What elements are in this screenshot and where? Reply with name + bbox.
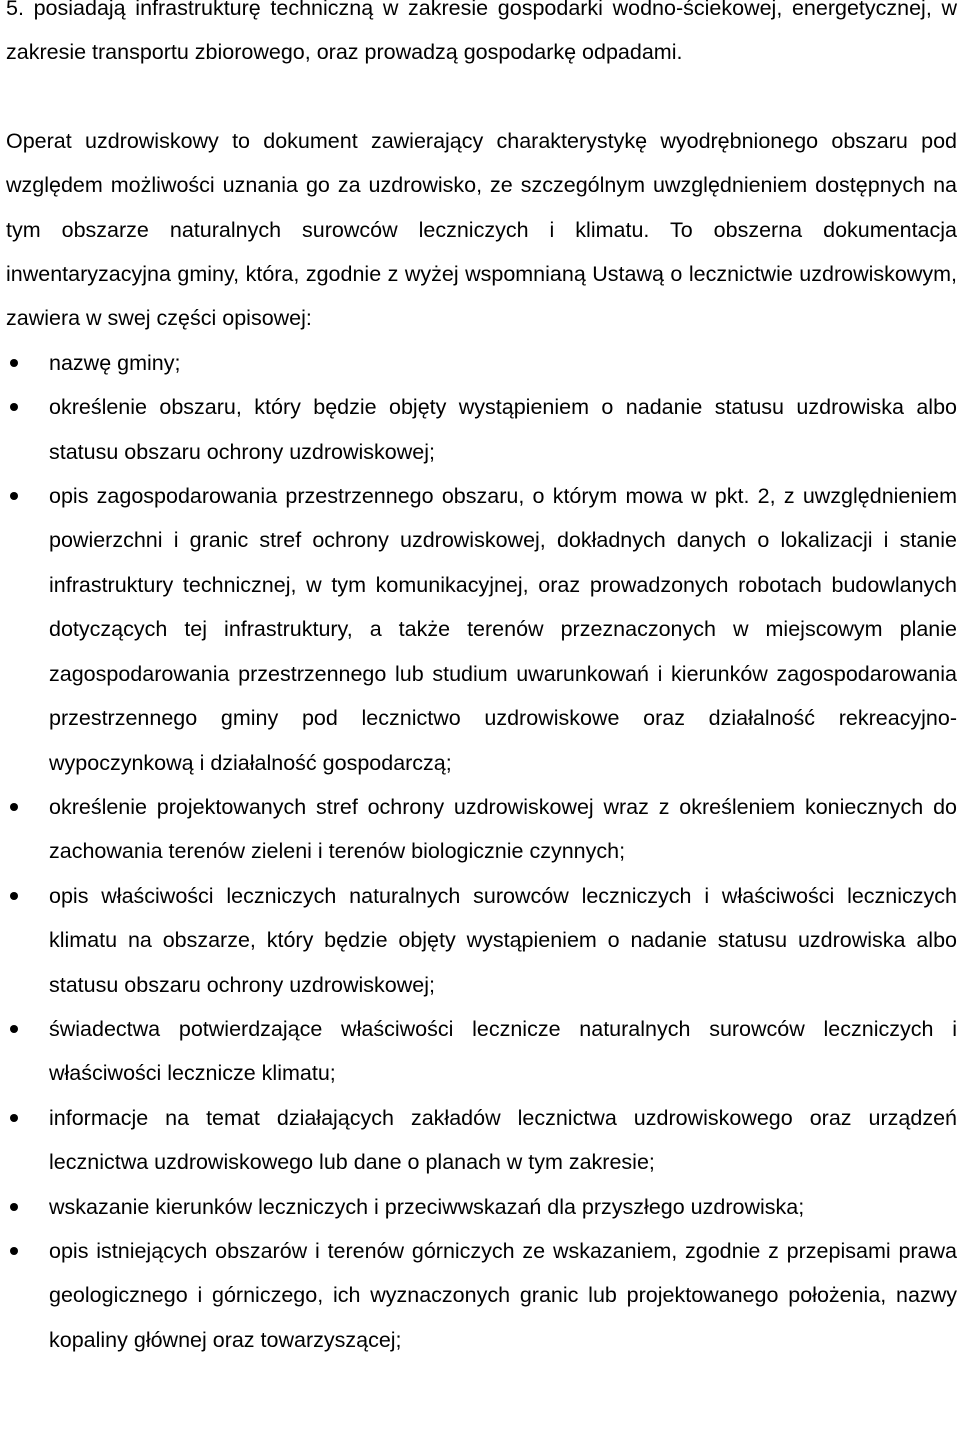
list-item (6, 341, 957, 385)
list-item (6, 874, 957, 1007)
list-item-text: nazwę gminy; (49, 350, 181, 375)
bullet-icon (10, 492, 18, 500)
list-item-text: opis istniejących obszarów i terenów górniczych ze wskazaniem, zgodnie z przepisami prawa geologicznego i górniczego, ich wyznaczonych granic lub projektowanego położenia, nazwy kopaliny głównej oraz towarzyszącej; (49, 1238, 957, 1352)
list-item (6, 1007, 957, 1096)
list-item-5: 5. posiadają infrastrukturę techniczną w zakresie gospodarki wodno-ściekowej, energetycznej, w zakresie transportu zbiorowego, oraz prowadzą gospodarkę odpadami. (6, 0, 957, 65)
list-item (6, 1096, 957, 1185)
bullet-icon (10, 1203, 18, 1211)
list-item-text: opis właściwości leczniczych naturalnych surowców leczniczych i właściwości leczniczych klimatu na obszarze, który będzie objęty wystąpieniem o nadanie statusu uzdrowiska albo statusu obszaru ochrony uzdrowiskowej; (49, 883, 957, 997)
list-item-text: opis zagospodarowania przestrzennego obszaru, o którym mowa w pkt. 2, z uwzględnieniem powierzchni i granic stref ochrony uzdrowiskowej, dokładnych danych o lokalizacji i stanie infrastruktury technicznej, w tym komunikacyjnej, oraz prowadzonych robotach budowlanych dotyczących tej infrastruktury, a także terenów przeznaczonych w miejscowym planie zagospodarowania przestrzennego lub studium uwarunkowań i kierunków zagospodarowania przestrzennego gminy pod lecznictwo uzdrowiskowe oraz działalność rekreacyjno-wypoczynkową i działalność gospodarczą; (49, 484, 957, 775)
bullet-icon (10, 403, 18, 411)
list-item (6, 1185, 957, 1229)
list-item (6, 474, 957, 785)
bullet-icon (10, 892, 18, 900)
list-item (6, 385, 957, 474)
bullet-icon (10, 1247, 18, 1255)
intro-paragraph: Operat uzdrowiskowy to dokument zawierający charakterystykę wyodrębnionego obszaru pod względem możliwości uznania go za uzdrowisko, ze szczególnym uwzględnieniem dostępnych na tym obszarze naturalnych surowców leczniczych i klimatu. To obszerna dokumentacja inwentaryzacyjna gminy, która, zgodnie z wyżej wspomnianą Ustawą o lecznictwie uzdrowiskowym, zawiera w swej części opisowej: (6, 128, 957, 331)
bullet-list (6, 341, 957, 1362)
list-item-text: określenie projektowanych stref ochrony uzdrowiskowej wraz z określeniem koniecznych do zachowania terenów zieleni i terenów biologicznie czynnych; (49, 794, 957, 864)
bullet-icon (10, 359, 18, 367)
bullet-icon (10, 1114, 18, 1122)
list-item-text: określenie obszaru, który będzie objęty wystąpieniem o nadanie statusu uzdrowiska albo statusu obszaru ochrony uzdrowiskowej; (49, 395, 957, 464)
list-item-text: wskazanie kierunków leczniczych i przeciwwskazań dla przyszłego uzdrowiska; (49, 1194, 805, 1219)
list-item-text: informacje na temat działających zakładów lecznictwa uzdrowiskowego oraz urządzeń lecznictwa uzdrowiskowego lub dane o planach w tym zakresie; (49, 1105, 957, 1175)
list-item-text: świadectwa potwierdzające właściwości lecznicze naturalnych surowców leczniczych i właściwości lecznicze klimatu; (49, 1016, 957, 1086)
bullet-icon (10, 803, 18, 811)
bullet-icon (10, 1025, 18, 1033)
paragraph-gap (6, 75, 957, 119)
list-item (6, 1229, 957, 1362)
list-item (6, 785, 957, 874)
